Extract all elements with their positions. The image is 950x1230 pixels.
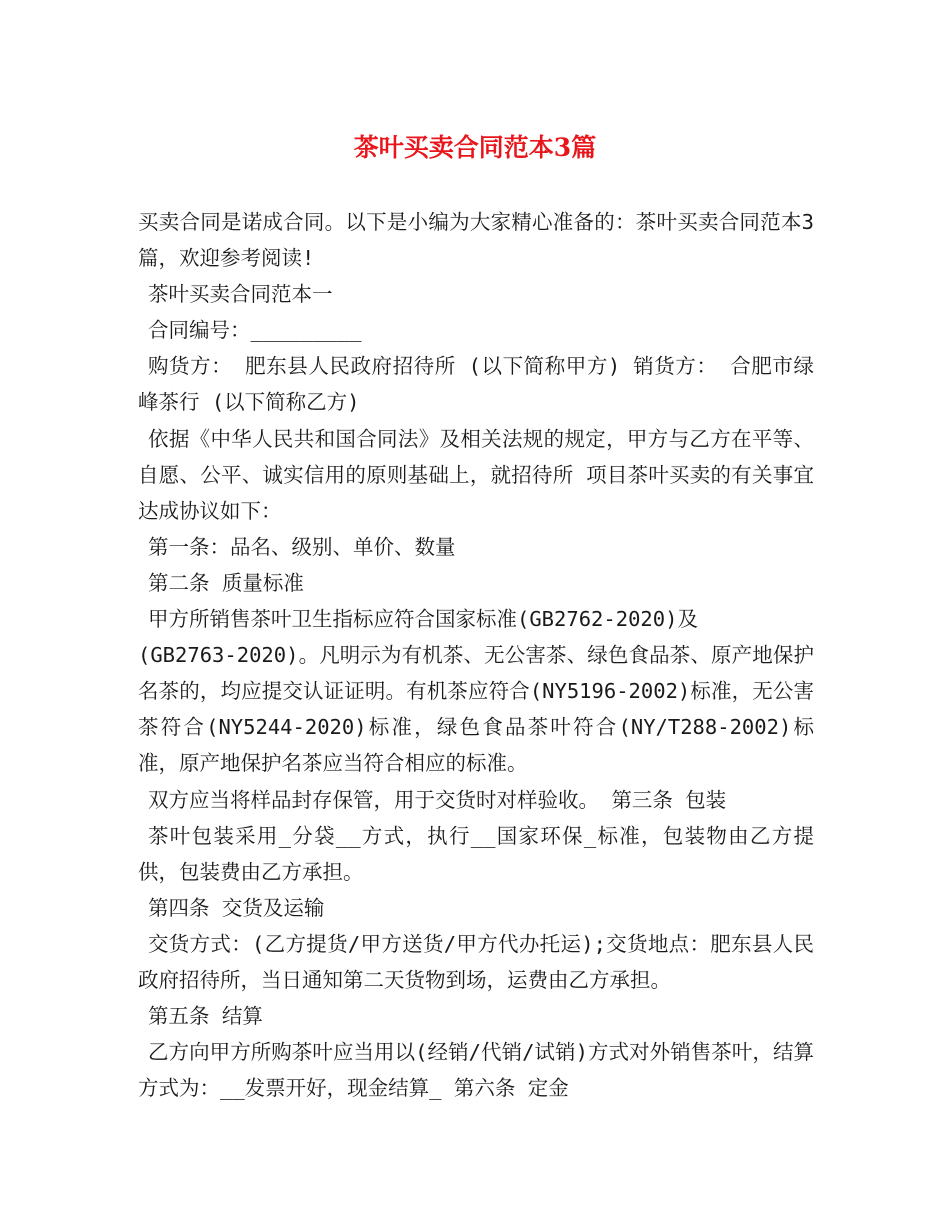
article-heading: 第二条 质量标准 [148,570,304,595]
body-paragraph: 乙方向甲方所购茶叶应当用以(经销/代销/试销)方式对外销售茶叶，结算方式为：__发票开好，现金结算_ 第六条 定金 [138,1040,814,1101]
intro-paragraph: 买卖合同是诺成合同。以下是小编为大家精心准备的：茶叶买卖合同范本3篇，欢迎参考阅读! [138,210,814,271]
body-paragraph: 茶叶包装采用_分袋__方式，执行__国家环保_标准，包装物由乙方提供，包装费由乙方承担。 [138,823,814,884]
body-paragraph: 交货方式：(乙方提货/甲方送货/甲方代办托运);交货地点：肥东县人民政府招待所，当日通知第二天货物到场，运费由乙方承担。 [138,931,814,992]
contract-number-line: 合同编号：_________ [148,318,362,343]
document-body [138,204,814,1106]
article-heading: 第四条 交货及运输 [148,895,325,920]
article-heading: 第一条：品名、级别、单价、数量 [148,534,456,559]
body-paragraph: 甲方所销售茶叶卫生指标应符合国家标准(GB2762-2020)及 [148,607,698,632]
body-paragraph: (GB2763-2020)。凡明示为有机茶、无公害茶、绿色食品茶、原产地保护名茶的，均应提交认证证明。有机茶应符合(NY5196-2002)标准，无公害茶符合(NY5244-2020)标准，绿色食品茶叶符合(NY/T288-2002)标准，原产地保护名茶应当符合相应的标准。 [138,643,814,776]
document-title: 茶叶买卖合同范本3篇 [353,133,597,162]
article-heading: 第五条 结算 [148,1004,263,1029]
basis-paragraph: 依据《中华人民共和国合同法》及相关法规的规定，甲方与乙方在平等、自愿、公平、诚实信用的原则基础上，就招待所 项目茶叶买卖的有关事宜达成协议如下： [138,426,814,523]
section-heading: 茶叶买卖合同范本一 [148,282,333,307]
parties-paragraph: 购货方： 肥东县人民政府招待所 (以下简称甲方) 销货方： 合肥市绿峰茶行 (以下简称乙方) [138,354,814,415]
body-paragraph: 双方应当将样品封存保管，用于交货时对样验收。 第三条 包装 [148,787,727,812]
